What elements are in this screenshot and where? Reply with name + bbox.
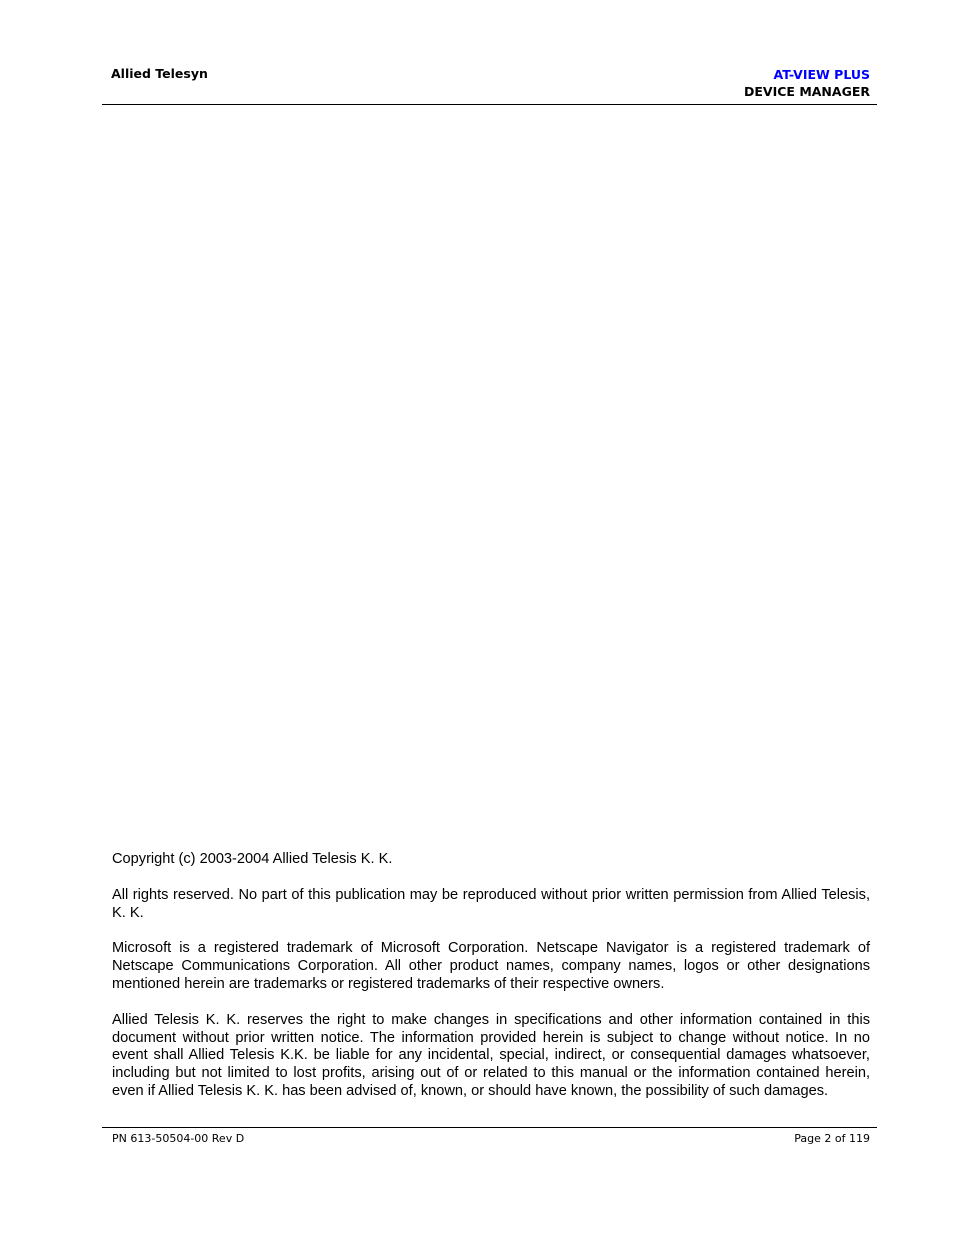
header-rule — [102, 104, 877, 105]
trademarks-paragraph: Microsoft is a registered trademark of Microsoft Corporation. Netscape Navigator is a registered trademark of Netscape Communications Corporation. All other product names, company names, logos or other designations mentioned herein are trademarks or registered trademarks of their respective owners. — [112, 940, 870, 992]
header-section-title: DEVICE MANAGER — [744, 84, 870, 99]
rights-paragraph: All rights reserved. No part of this publication may be reproduced without prior written permission from Allied Telesis, K. K. — [112, 886, 870, 921]
footer-rule — [102, 1127, 877, 1128]
footer-part-number: PN 613-50504-00 Rev D — [112, 1132, 245, 1145]
footer-page-number: Page 2 of 119 — [794, 1132, 870, 1145]
header-company: Allied Telesyn — [111, 66, 208, 81]
disclaimer-paragraph: Allied Telesis K. K. reserves the right to make changes in specifications and other information contained in this document without prior written notice. The information provided herein is subject to change without notice. In no event shall Allied Telesis K.K. be liable for any incidental, special, indirect, or consequential damages whatsoever, including but not limited to lost profits, arising out of or related to this manual or the information contained herein, even if Allied Telesis K. K. has been advised of, known, or should have known, the possibility of such damages. — [112, 1011, 870, 1099]
legal-notice — [112, 851, 870, 1119]
copyright-line: Copyright (c) 2003-2004 Allied Telesis K. K. — [112, 851, 393, 867]
header-title-block — [744, 66, 870, 100]
header-product-title: AT-VIEW PLUS — [773, 67, 870, 82]
